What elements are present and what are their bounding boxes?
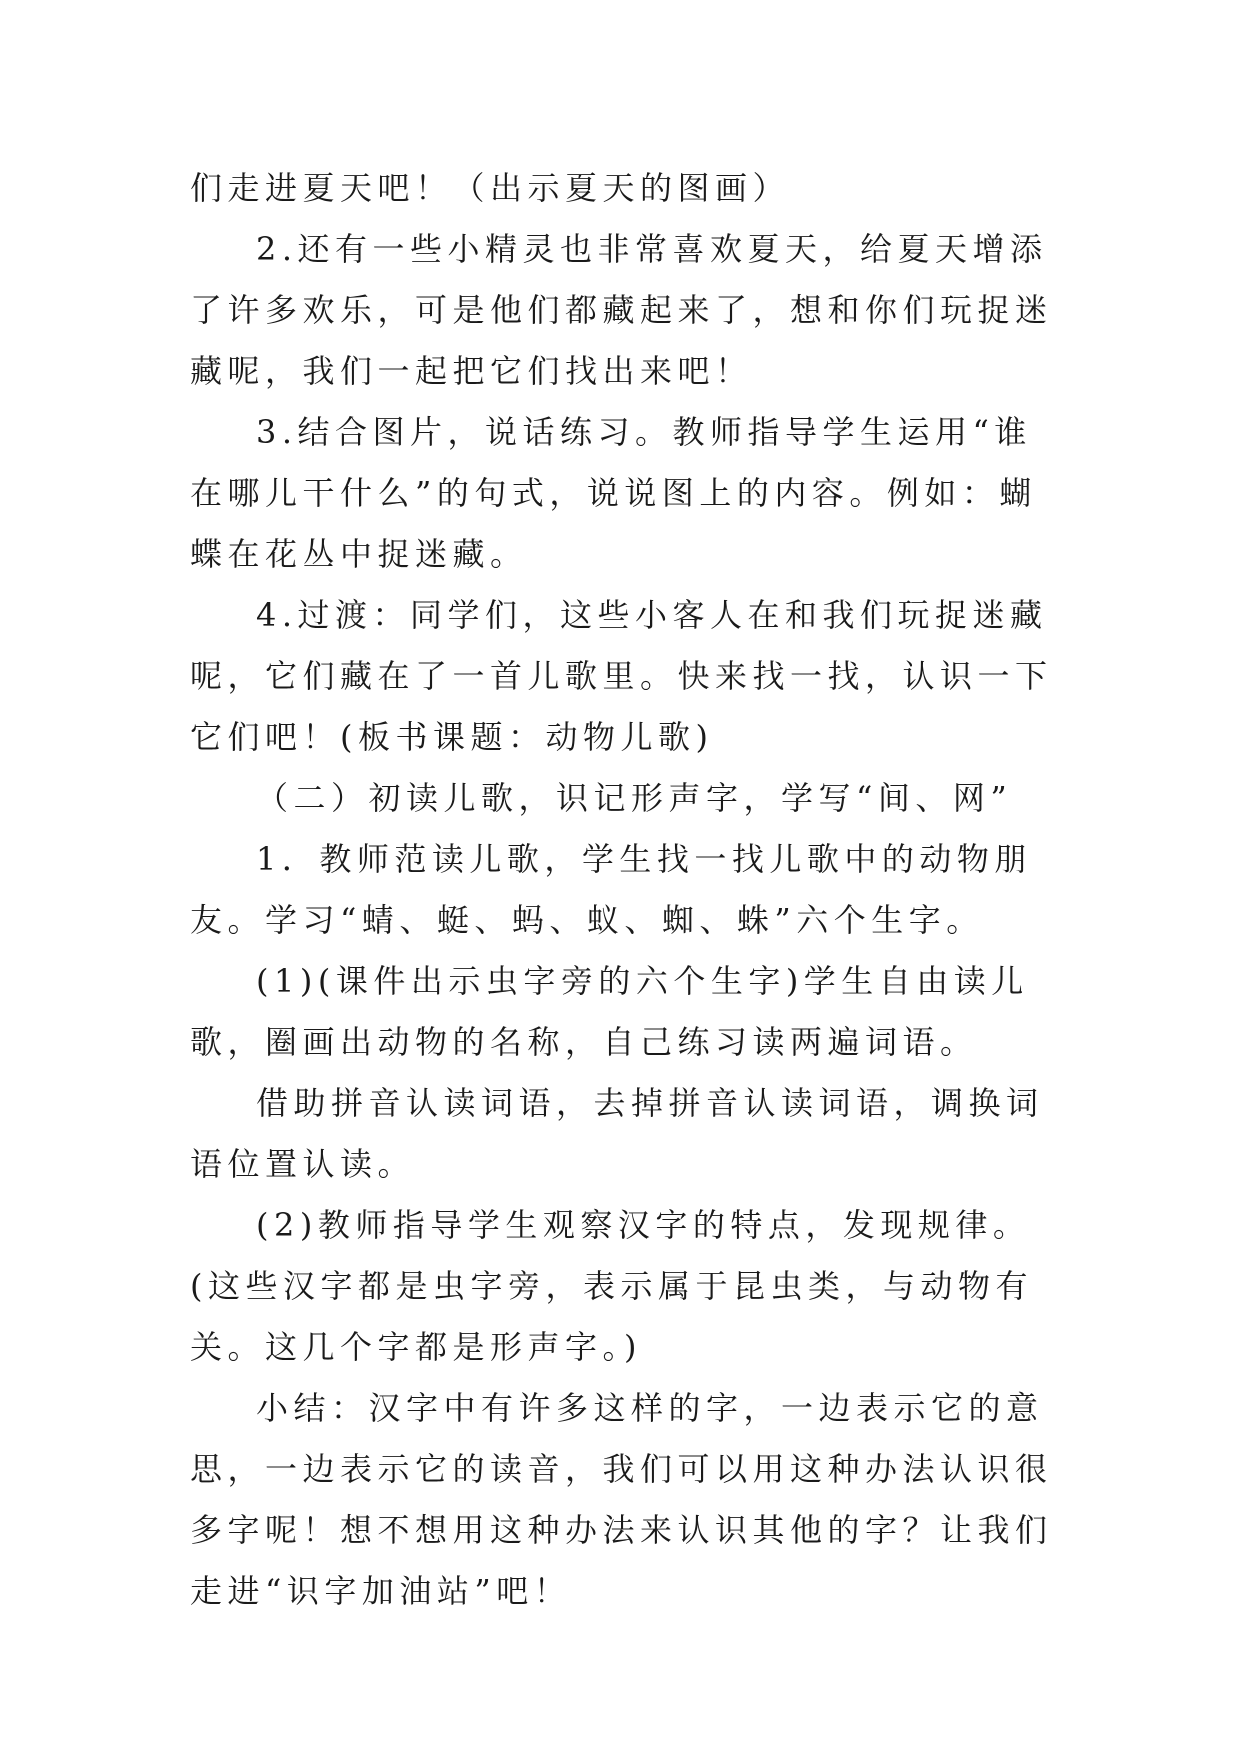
paragraph-continuation: 们走进夏天吧！（出示夏天的图画） <box>190 169 791 207</box>
section-heading-2: （二）初读儿歌，识记形声字，学写“间、网” <box>256 779 1013 817</box>
paragraph-sub-1: (1)(课件出示虫字旁的六个生字)学生自由读儿歌，圈画出动物的名称，自己练习读两遍词语。 <box>190 962 1029 1061</box>
paragraph-step-2: 2.还有一些小精灵也非常喜欢夏天，给夏天增添了许多欢乐，可是他们都藏起来了，想和你们玩捉迷藏呢，我们一起把它们找出来吧！ <box>190 230 1053 390</box>
paragraph-step-4: 4.过渡：同学们，这些小客人在和我们玩捉迷藏呢，它们藏在了一首儿歌里。快来找一找，认识一下它们吧！(板书课题：动物儿歌) <box>190 596 1053 756</box>
paragraph-item-1: 1．教师范读儿歌，学生找一找儿歌中的动物朋友。学习“蜻、蜓、蚂、蚁、蜘、蛛”六个生字。 <box>190 840 1032 939</box>
paragraph-step-3: 3.结合图片，说话练习。教师指导学生运用“谁在哪儿干什么”的句式，说说图上的内容。例如：蝴蝶在花丛中捉迷藏。 <box>190 413 1037 573</box>
paragraph-sub-2: (2)教师指导学生观察汉字的特点，发现规律。(这些汉字都是虫字旁，表示属于昆虫类，与动物有关。这几个字都是形声字。) <box>190 1206 1033 1366</box>
paragraph-reading-method: 借助拼音认读词语，去掉拼音认读词语，调换词语位置认读。 <box>190 1084 1044 1183</box>
document-body <box>190 158 1060 1622</box>
paragraph-summary: 小结：汉字中有许多这样的字，一边表示它的意思，一边表示它的读音，我们可以用这种办法认识很多字呢！想不想用这种办法来认识其他的字？让我们走进“识字加油站”吧！ <box>190 1389 1053 1610</box>
